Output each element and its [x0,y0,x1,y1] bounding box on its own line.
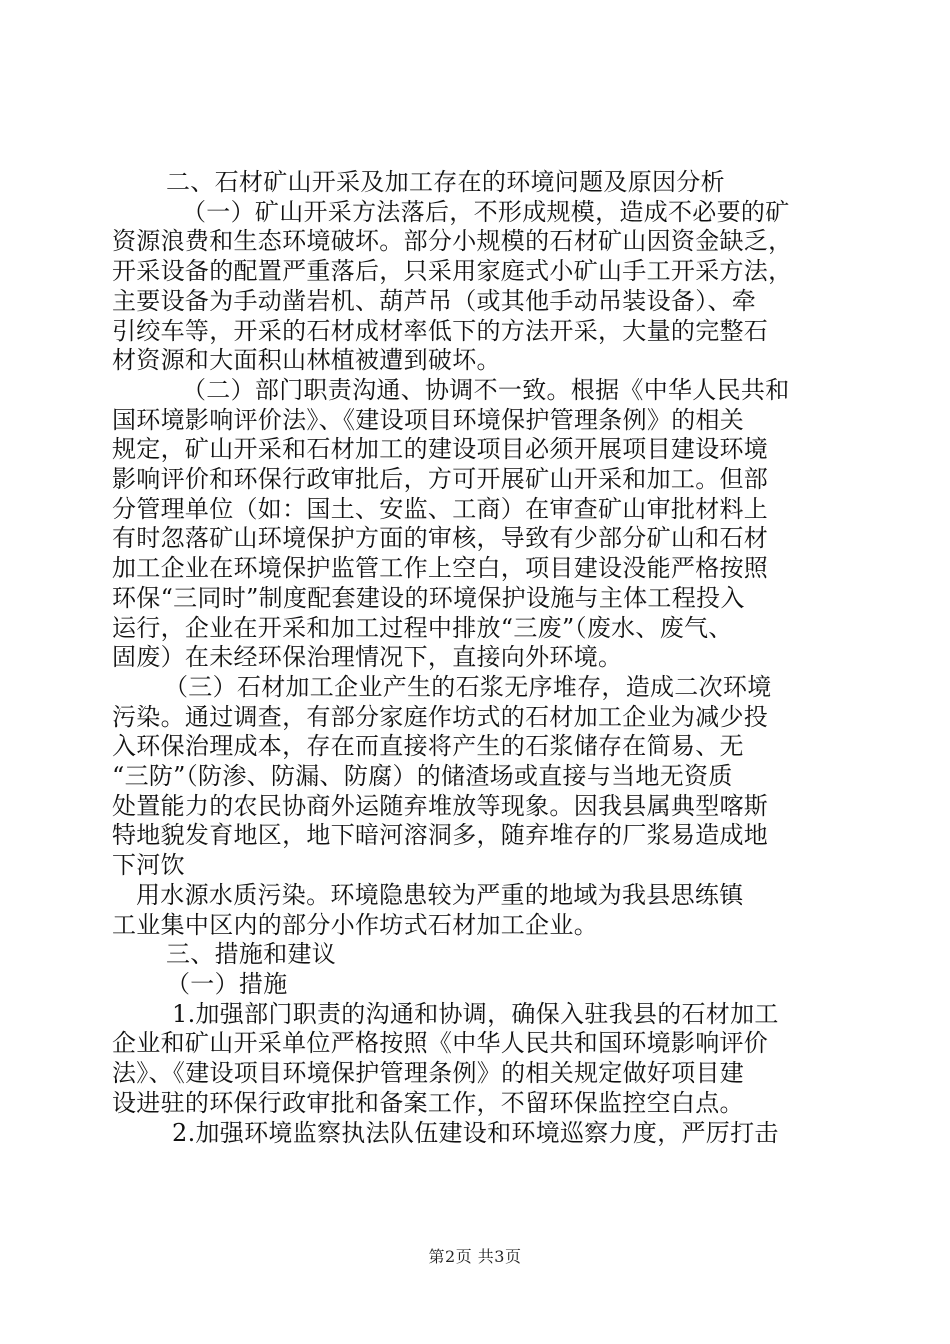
paragraph-line: 设进驻的环保行政审批和备案工作，不留环保监控空白点。 [112,1088,744,1117]
section-heading-3: 三、措施和建议 [166,940,337,969]
paragraph-line: 2.加强环境监察执法队伍建设和环境巡察力度，严厉打击 [172,1118,779,1147]
paragraph-line: 引绞车等，开采的石材成材率低下的方法开采，大量的完整石 [112,316,769,345]
paragraph-line: 环保“三同时”制度配套建设的环境保护设施与主体工程投入 [112,583,745,612]
paragraph-line: 用水源水质污染。环境隐患较为严重的地域为我县思练镇 [136,880,744,909]
paragraph-line: 有时忽落矿山环境保护方面的审核，导致有少部分矿山和石材 [112,524,769,553]
paragraph-line: 法》、《建设项目环境保护管理条例》的相关规定做好项目建 [112,1059,745,1088]
body-text [112,168,842,1148]
subsection-heading: （一）措施 [166,969,288,998]
section-heading-2: 二、石材矿山开采及加工存在的环境问题及原因分析 [166,168,725,196]
paragraph-line: 加工企业在环境保护监管工作上空白，项目建设没能严格按照 [112,554,769,583]
paragraph-line: （一）矿山开采方法落后，不形成规模，造成不必要的矿 [182,197,790,226]
paragraph-line: 主要设备为手动凿岩机、葫芦吊（或其他手动吊装设备）、牵 [112,286,757,315]
paragraph-line: 1.加强部门职责的沟通和协调，确保入驻我县的石材加工 [172,999,779,1028]
page-number-footer: 第2页 共3页 [428,1247,522,1266]
paragraph-line: 工业集中区内的部分小作坊式石材加工企业。 [112,910,598,939]
paragraph-line: 资源浪费和生态环境破坏。部分小规模的石材矿山因资金缺乏， [112,227,793,256]
paragraph-line: 下河饮 [112,851,185,880]
paragraph-line: 开采设备的配置严重落后，只采用家庭式小矿山手工开采方法， [112,257,793,286]
paragraph-line: 处置能力的农民协商外运随弃堆放等现象。因我县属典型喀斯 [112,791,769,820]
paragraph-line: 污染。通过调查，有部分家庭作坊式的石材加工企业为减少投 [112,702,769,731]
paragraph-line: （三）石材加工企业产生的石浆无序堆存，造成二次环境 [164,672,772,701]
paragraph-line: 固废）在未经环保治理情况下，直接向外环境。 [112,643,623,672]
paragraph-line: “三防”（防渗、防漏、防腐）的储渣场或直接与当地无资质 [112,762,733,791]
paragraph-line: 特地貌发育地区，地下暗河溶洞多，随弃堆存的厂浆易造成地 [112,821,769,850]
paragraph-line: 运行，企业在开采和加工过程中排放“三废”（废水、废气、 [112,613,733,642]
paragraph-line: 材资源和大面积山林植被遭到破坏。 [112,346,501,375]
paragraph-line: 规定，矿山开采和石材加工的建设项目必须开展项目建设环境 [112,435,769,464]
paragraph-line: （二）部门职责沟通、协调不一致。根据《中华人民共和 [182,375,790,404]
paragraph-line: 分管理单位（如：国土、安监、工商）在审查矿山审批材料上 [112,494,769,523]
paragraph-line: 影响评价和环保行政审批后，方可开展矿山开采和加工。但部 [112,465,769,494]
paragraph-line: 企业和矿山开采单位严格按照《中华人民共和国环境影响评价 [112,1029,769,1058]
paragraph-line: 国环境影响评价法》、《建设项目环境保护管理条例》的相关 [112,405,745,434]
paragraph-line: 入环保治理成本，存在而直接将产生的石浆储存在简易、无 [112,732,744,761]
